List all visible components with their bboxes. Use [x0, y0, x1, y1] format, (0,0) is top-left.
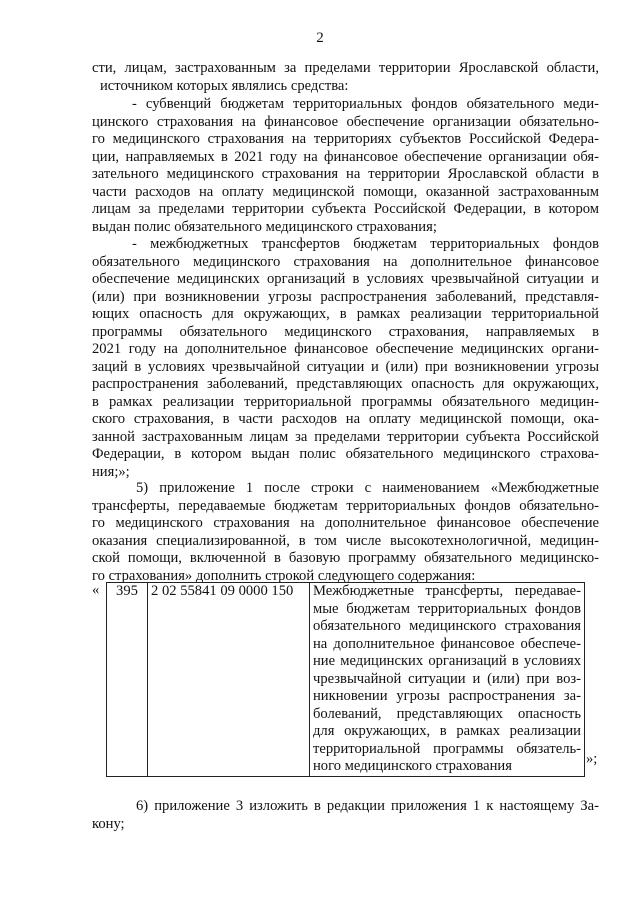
text-line: чрезвычайной ситуации и (или) при воз-: [313, 670, 581, 687]
opening-quote: «: [92, 582, 100, 598]
table-row: [107, 583, 585, 777]
text-line: - субвенций бюджетам территориальных фондов обязательного меди-: [132, 96, 599, 112]
text-line: болеваний, представляющих опасность: [313, 705, 581, 722]
text-line: территориальной программы обязатель-: [313, 740, 581, 757]
text-line: Межбюджетные трансферты, передавае-: [313, 583, 581, 599]
transfers-paragraph: [92, 236, 599, 481]
text-line: никновении угрозы распространения за-: [313, 688, 581, 704]
text-line: лицам за пределами территории субъекта Российской Федерации, в котором: [92, 201, 599, 217]
text-line: - межбюджетных трансфертов бюджетам территориальных фондов: [132, 236, 599, 252]
text-line: на дополнительное финансовое обеспече-: [313, 635, 581, 652]
text-line: цинского страхования на финансовое обеспечение организации обязательно-: [92, 113, 599, 130]
text-line: 5) приложение 1 после строки с наименованием «Межбюджетные: [136, 480, 599, 496]
text-line: 6) приложение 3 изложить в редакции приложения 1 к настоящему За-: [136, 798, 599, 814]
text-line: оказания специализированной, в том числе высокотехнологичной, медицин-: [92, 532, 599, 549]
text-line: части расходов на оплату медицинской помощи, оказанной застрахованным: [92, 183, 599, 200]
text-line: ского страхования, в части расходов на оплату медицинской помощи, ока-: [92, 411, 599, 427]
text-line: программы обязательного медицинского страхования, направляемых в: [92, 323, 599, 340]
revenue-name: [310, 583, 585, 777]
text-line: обязательного медицинского страхования: [313, 618, 581, 634]
item-6-paragraph: [92, 798, 599, 833]
text-line: ние медицинских организаций в условиях: [313, 653, 581, 669]
text-line: обеспечение медицинских организаций в условиях чрезвычайной ситуации и: [92, 271, 599, 287]
text-line: Федерации, в котором выдан полис обязательного медицинского страхова-: [92, 446, 599, 462]
text-line: 2021 году на дополнительное финансовое обеспечение медицинских органи-: [92, 341, 599, 357]
text-line: кону;: [92, 815, 125, 832]
text-line: го страхования» дополнить строкой следующего содержания:: [92, 567, 476, 584]
text-line: заций в условиях чрезвычайной ситуации и (или) при возникновении угрозы: [92, 358, 599, 375]
text-line: зательного медицинского страхования на территории Ярославской области в: [92, 166, 599, 182]
text-line: трансферты, передаваемые бюджетам территориальных фондов обязательно-: [92, 497, 599, 514]
text-line: распространения заболеваний, представляющих опасность для окружающих,: [92, 376, 599, 392]
row-number: 395: [107, 583, 148, 777]
text-line: для окружающих, в рамках реализации: [313, 723, 581, 739]
text-line: мые бюджетам территориальных фондов: [313, 600, 581, 617]
text-line: сти, лицам, застрахованным за пределами территории Ярославской области,: [92, 60, 599, 76]
text-line: ской помощи, включенной в базовую программу обязательного медицинско-: [92, 550, 599, 566]
amendment-table: [106, 582, 585, 777]
text-line: источником которых являлись средства:: [100, 77, 349, 94]
text-line: го медицинского страхования на территориях субъектов Российской Федера-: [92, 131, 599, 147]
text-line: ции, направляемых в 2021 году на финансовое обеспечение организации обя-: [92, 148, 599, 165]
subvention-paragraph: [92, 96, 599, 236]
text-line: (или) при возникновении угрозы распространения заболеваний, представля-: [92, 288, 599, 305]
text-line: в рамках реализации территориальной программы обязательного медицин-: [92, 393, 599, 410]
amendment-row: [92, 582, 607, 774]
text-line: ного медицинского страхования: [313, 758, 512, 774]
text-line: выдан полис обязательного медицинского страхования;: [92, 218, 437, 235]
text-line: занной застрахованным лицам за пределами территории субъекта Российской: [92, 428, 599, 445]
item-5-paragraph: [92, 480, 599, 585]
page-number: 2: [316, 30, 324, 46]
text-line: обязательного медицинского страхования на дополнительное финансовое: [92, 253, 599, 270]
intro-paragraph: [92, 60, 599, 95]
closing-quote: »;: [586, 751, 598, 767]
text-line: ния;»;: [92, 463, 130, 480]
text-line: ющих опасность для окружающих, в рамках реализации территориальной: [92, 306, 599, 322]
budget-code: 2 02 55841 09 0000 150: [148, 583, 310, 777]
text-line: го медицинского страхования на дополнительное финансовое обеспечение: [92, 515, 599, 531]
